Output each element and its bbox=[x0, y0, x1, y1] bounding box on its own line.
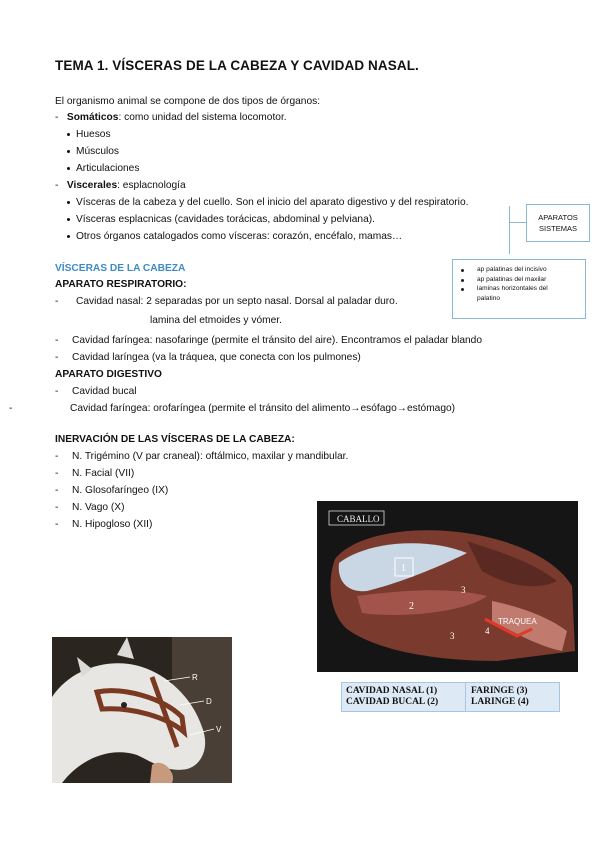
list-item-text: N. Glosofaríngeo (IX) bbox=[72, 485, 169, 496]
list-item: ap palatinas del incisivo bbox=[453, 265, 585, 275]
legend-item: FARINGE (3) bbox=[471, 686, 528, 696]
horse-halter-photo bbox=[52, 637, 232, 783]
list-item: - bbox=[55, 485, 59, 496]
bullet-icon bbox=[67, 235, 70, 238]
list-item: Vísceras de la cabeza y del cuello. Son el inicio del aparato digestivo y del respiratorio. bbox=[67, 196, 468, 209]
horse-label-d: D bbox=[206, 697, 212, 706]
list-item: - bbox=[55, 386, 59, 397]
label-4: 4 bbox=[485, 626, 490, 636]
list-item-text: Cavidad nasal: 2 separadas por un septo nasal. Dorsal al paladar duro. bbox=[76, 296, 398, 307]
list-item: - bbox=[55, 352, 59, 363]
viscerales-text: : esplacnología bbox=[117, 180, 186, 191]
legend-divider bbox=[465, 683, 466, 711]
section-heading: VÍSCERAS DE LA CABEZA bbox=[55, 263, 186, 274]
label-3a: 3 bbox=[461, 585, 466, 595]
traquea-label: TRAQUEA bbox=[498, 617, 537, 626]
list-item: - bbox=[9, 403, 13, 414]
somaticos-label: Somáticos bbox=[66, 112, 119, 123]
caption-label: CABALLO bbox=[337, 514, 380, 524]
bullet-icon bbox=[67, 201, 70, 204]
list-item: Otros órganos catalogados como vísceras: corazón, encéfalo, mamas… bbox=[67, 230, 402, 243]
legend-item: LARINGE (4) bbox=[471, 697, 529, 707]
legend-item: CAVIDAD BUCAL (2) bbox=[346, 697, 439, 707]
list-item: - bbox=[55, 296, 59, 307]
list-item-continuation: palatino bbox=[477, 294, 501, 302]
connector-line bbox=[509, 222, 526, 223]
list-item: - bbox=[55, 451, 59, 462]
list-item: - bbox=[55, 468, 59, 479]
label-2: 2 bbox=[409, 601, 414, 612]
list-item-text: Cavidad laríngea (va la tráquea, que conecta con los pulmones) bbox=[72, 352, 361, 363]
list-item: - bbox=[55, 502, 59, 513]
anatomy-legend bbox=[341, 682, 560, 712]
somaticos-text: : como unidad del sistema locomotor. bbox=[118, 112, 287, 123]
viscerales-label: Viscerales bbox=[66, 180, 118, 191]
aparatos-box bbox=[526, 204, 590, 242]
list-item-text: Cavidad bucal bbox=[72, 386, 137, 397]
list-item-text: N. Hipogloso (XII) bbox=[72, 519, 153, 530]
list-item-text: N. Facial (VII) bbox=[72, 468, 135, 479]
dash-marker: - bbox=[55, 112, 59, 123]
list-item: - bbox=[55, 519, 59, 530]
list-item: Articulaciones bbox=[67, 162, 139, 175]
page-title: TEMA 1. VÍSCERAS DE LA CABEZA Y CAVIDAD NASAL. bbox=[55, 58, 419, 73]
dash-marker: - bbox=[55, 180, 59, 191]
bullet-icon bbox=[67, 218, 70, 221]
label-3b: 3 bbox=[450, 631, 455, 641]
label-1: 1 bbox=[401, 563, 406, 574]
viscerales-line bbox=[55, 179, 186, 192]
digestivo-heading: APARATO DIGESTIVO bbox=[55, 369, 162, 380]
bullet-icon bbox=[67, 150, 70, 153]
respiratorio-heading: APARATO RESPIRATORIO: bbox=[55, 279, 187, 290]
list-item-text: N. Trigémino (V par craneal): oftálmico, maxilar y mandibular. bbox=[72, 451, 349, 462]
inervacion-heading: INERVACIÓN DE LAS VÍSCERAS DE LA CABEZA: bbox=[55, 434, 295, 445]
list-item: - bbox=[55, 335, 59, 346]
horse-label-v: V bbox=[216, 725, 222, 734]
anatomy-illustration bbox=[317, 501, 578, 672]
legend-item: CAVIDAD NASAL (1) bbox=[346, 686, 438, 696]
list-item: Huesos bbox=[67, 128, 111, 141]
intro-text: El organismo animal se compone de dos tipos de órganos: bbox=[55, 96, 321, 107]
horse-head-section-image bbox=[317, 501, 578, 672]
list-item-text: Cavidad faríngea: nasofaringe (permite el tránsito del aire). Encontramos el paladar blando bbox=[72, 335, 482, 346]
horse-illustration bbox=[52, 637, 232, 783]
connector-line bbox=[509, 206, 510, 254]
list-item-text: lamina del etmoides y vómer. bbox=[150, 315, 282, 326]
horse-label-r: R bbox=[192, 673, 198, 682]
palatino-box bbox=[452, 259, 586, 319]
sistemas-label: SISTEMAS bbox=[539, 224, 577, 233]
list-item: laminas horizontales del bbox=[453, 284, 585, 294]
list-item-text: Cavidad faríngea: orofaríngea (permite el tránsito del alimento→esófago→estómago) bbox=[70, 403, 456, 414]
somaticos-line bbox=[55, 111, 287, 124]
list-item: Vísceras esplacnicas (cavidades torácicas, abdominal y pelviana). bbox=[67, 213, 375, 226]
list-item-text: N. Vago (X) bbox=[72, 502, 125, 513]
bullet-icon bbox=[67, 133, 70, 136]
list-item: ap palatinas del maxilar bbox=[453, 275, 585, 285]
bullet-icon bbox=[67, 167, 70, 170]
list-item: Músculos bbox=[67, 145, 119, 158]
aparatos-label: APARATOS bbox=[538, 213, 578, 222]
